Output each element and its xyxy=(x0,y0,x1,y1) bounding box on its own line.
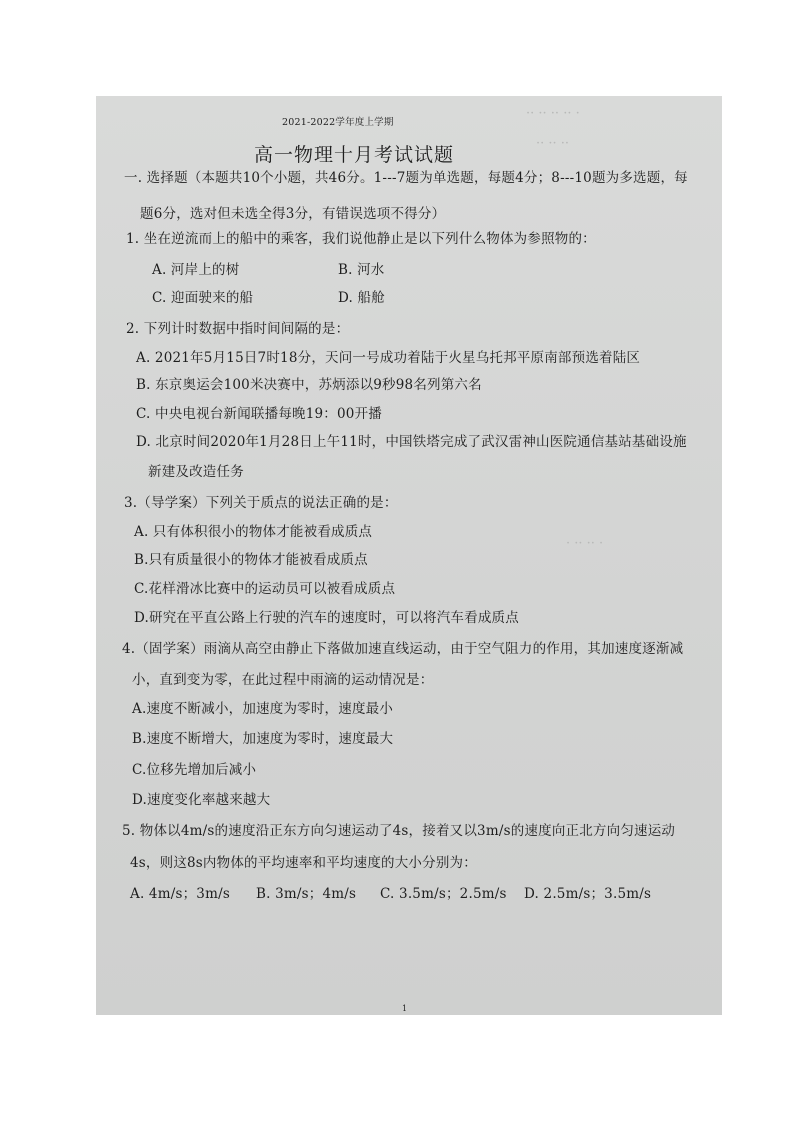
option: D. 2.5m/s；3.5m/s xyxy=(524,886,652,902)
show-through-text: ·· ·· ·· ·· · xyxy=(526,106,580,121)
option: A. 河岸上的树 xyxy=(152,262,240,278)
option: D.研究在平直公路上行驶的汽车的速度时，可以将汽车看成质点 xyxy=(134,610,519,626)
option: B. 东京奥运会100米决赛中，苏炳添以9秒98名列第六名 xyxy=(136,377,482,393)
term-header: 2021-2022学年度上学期 xyxy=(282,117,394,128)
option: D. 北京时间2020年1月28日上午11时，中国铁塔完成了武汉雷神山医院通信基站基础设施 xyxy=(136,434,687,450)
section-instruction: 一. 选择题（本题共10个小题，共46分。1---7题为单选题，每题4分；8---10题为多选题，每 xyxy=(124,170,688,186)
question-stem: 4.（固学案）雨滴从高空由静止下落做加速直线运动，由于空气阻力的作用，其加速度逐渐减 xyxy=(122,641,684,657)
option: B.只有质量很小的物体才能被看成质点 xyxy=(134,552,368,568)
option: C. 中央电视台新闻联播每晚19：00开播 xyxy=(136,406,382,422)
option: A. 只有体积很小的物体才能被看成质点 xyxy=(134,524,373,540)
section-instruction: 题6分，选对但未选全得3分，有错误选项不得分） xyxy=(140,206,446,222)
question-stem: 4s，则这8s内物体的平均速率和平均速度的大小分别为： xyxy=(130,855,477,871)
option: D.速度变化率越来越大 xyxy=(132,792,271,808)
option: C.花样滑冰比赛中的运动员可以被看成质点 xyxy=(134,581,396,597)
option: B. 河水 xyxy=(338,262,385,278)
option: C. 迎面驶来的船 xyxy=(152,290,254,306)
question-stem: 小，直到变为零，在此过程中雨滴的运动情况是： xyxy=(132,672,434,688)
option: D. 船舱 xyxy=(338,290,385,306)
option: C.位移先增加后减小 xyxy=(132,762,257,778)
option: C. 3.5m/s；2.5m/s xyxy=(380,886,507,902)
option: 新建及改造任务 xyxy=(148,464,244,480)
page-number: 1 xyxy=(402,1004,408,1013)
show-through-text: ·· ·· ·· xyxy=(536,136,570,151)
question-stem: 5. 物体以4m/s的速度沿正东方向匀速运动了4s，接着又以3m/s的速度向正北方向匀速运动 xyxy=(122,823,676,839)
exam-title: 高一物理十月考试试题 xyxy=(254,144,455,166)
question-stem: 3.（导学案）下列关于质点的说法正确的是： xyxy=(124,495,398,511)
option: A. 2021年5月15日7时18分，天问一号成功着陆于火星乌托邦平原南部预选着陆区 xyxy=(136,350,641,366)
option: A.速度不断减小，加速度为零时，速度最小 xyxy=(132,701,394,717)
question-stem: 2. 下列计时数据中指时间间隔的是： xyxy=(126,321,350,337)
question-stem: 1. 坐在逆流而上的船中的乘客，我们说他静止是以下列什么物体为参照物的： xyxy=(126,231,596,247)
show-through-text: · ·· ·· · xyxy=(566,536,604,551)
exam-paper-sheet xyxy=(96,96,722,1015)
option: B. 3m/s；4m/s xyxy=(256,886,357,902)
option: B.速度不断增大，加速度为零时，速度最大 xyxy=(132,731,394,747)
option: A. 4m/s；3m/s xyxy=(130,886,230,902)
